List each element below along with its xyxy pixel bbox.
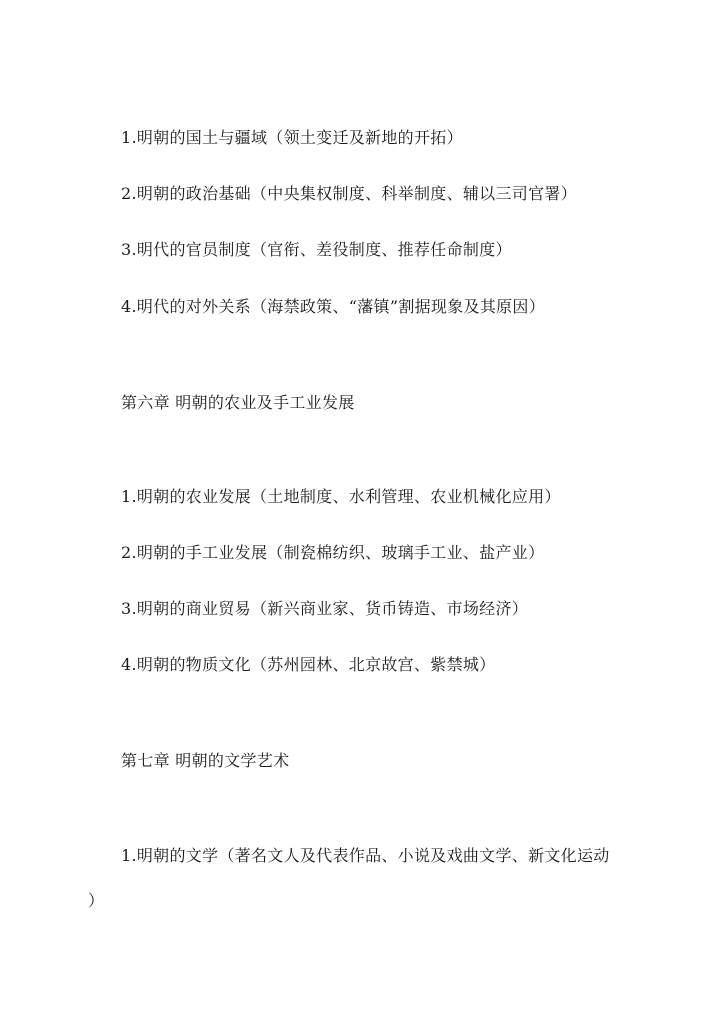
list-item: 1.明朝的国土与疆域（领土变迁及新地的开拓） bbox=[121, 128, 463, 147]
list-item-continuation: ） bbox=[88, 891, 105, 910]
list-item: 3.明朝的商业贸易（新兴商业家、货币铸造、市场经济） bbox=[121, 599, 529, 618]
list-item: 1.明朝的农业发展（土地制度、水利管理、农业机械化应用） bbox=[121, 487, 561, 506]
list-item: 2.明朝的政治基础（中央集权制度、科举制度、辅以三司官署） bbox=[121, 184, 577, 203]
list-item: 1.明朝的文学（著名文人及代表作品、小说及戏曲文学、新文化运动 bbox=[121, 846, 610, 865]
list-item: 4.明代的对外关系（海禁政策、“藩镇”割据现象及其原因） bbox=[121, 297, 546, 316]
chapter-heading: 第六章 明朝的农业及手工业发展 bbox=[121, 393, 355, 412]
list-item: 3.明代的官员制度（官衔、差役制度、推荐任命制度） bbox=[121, 240, 512, 259]
chapter-heading: 第七章 明朝的文学艺术 bbox=[121, 751, 290, 770]
list-item: 4.明朝的物质文化（苏州园林、北京故宫、紫禁城） bbox=[121, 655, 496, 674]
list-item: 2.明朝的手工业发展（制瓷棉纺织、玻璃手工业、盐产业） bbox=[121, 543, 545, 562]
